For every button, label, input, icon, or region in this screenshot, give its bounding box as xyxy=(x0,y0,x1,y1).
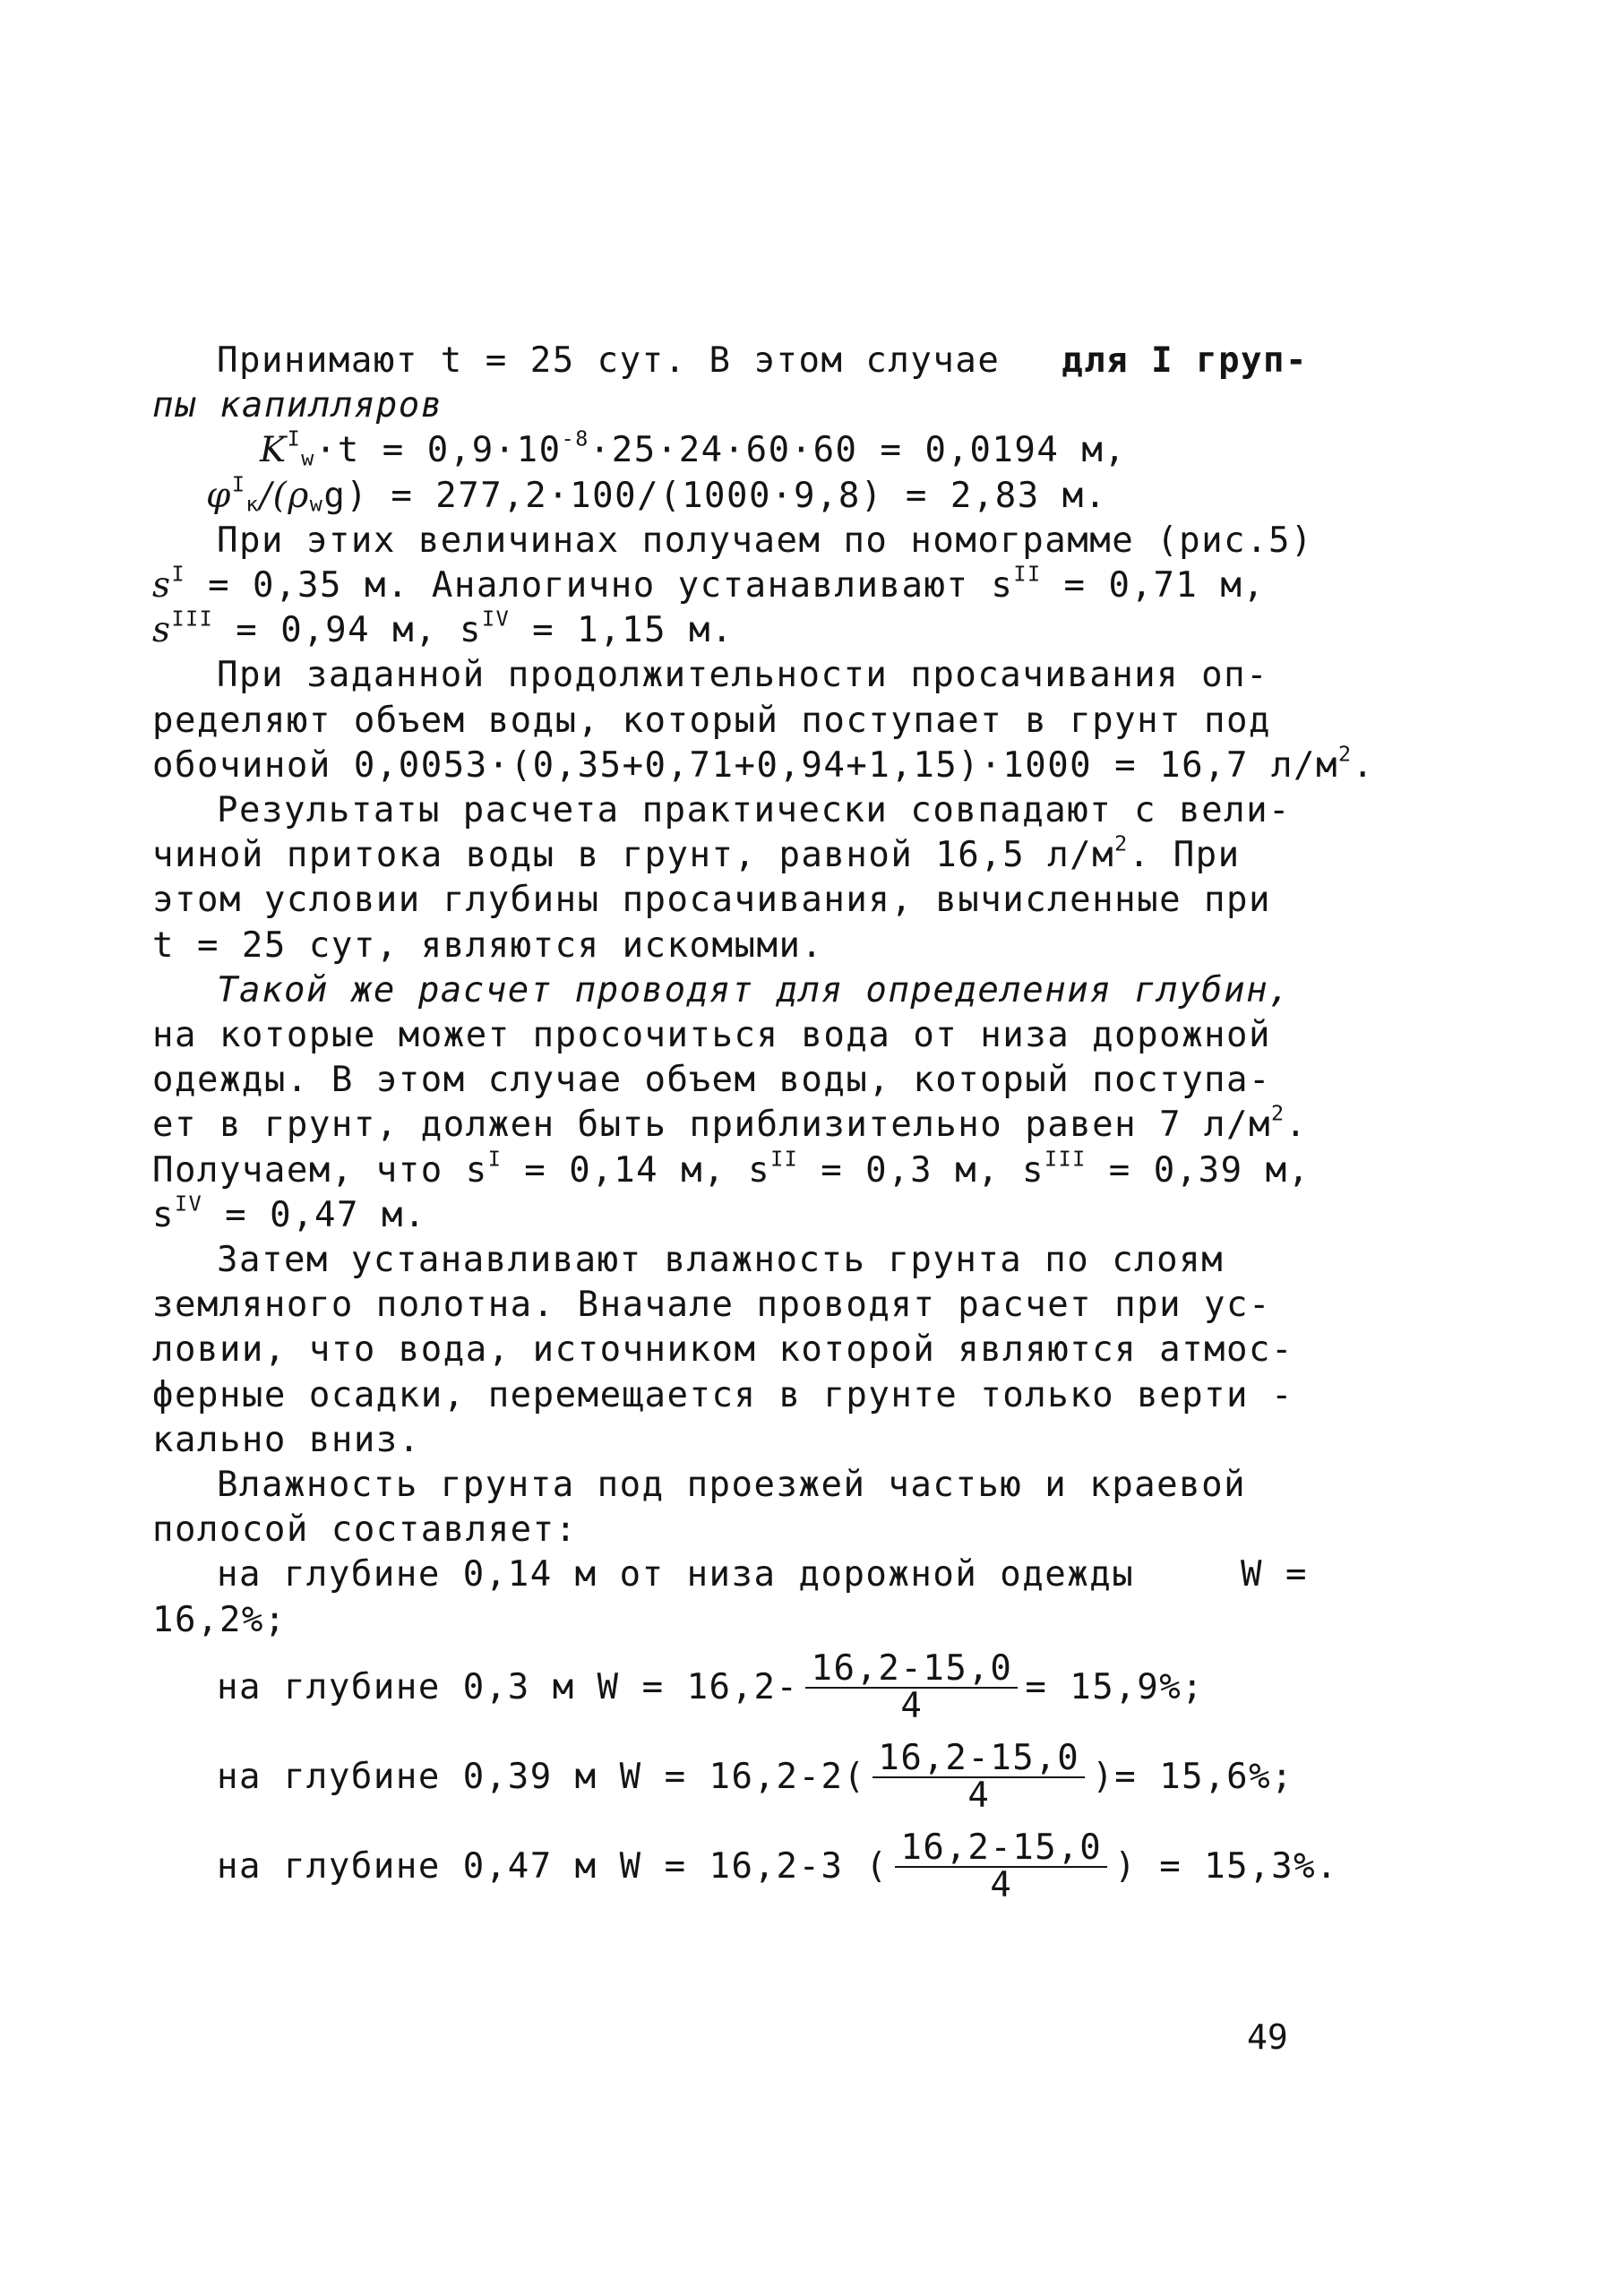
text-span: чиной притока воды в грунт, равной 16,5 л/м xyxy=(152,835,1115,876)
text-line xyxy=(152,563,1308,608)
formula-text: )= 15,6%; xyxy=(1092,1756,1294,1797)
text-line: ферные осадки, перемещается в грунте только верти - xyxy=(152,1374,1294,1415)
text-span: s xyxy=(152,1194,175,1235)
text-line xyxy=(152,1100,1308,1148)
fraction-numerator: 16,2-15,0 xyxy=(872,1741,1085,1778)
text-line: Влажность грунта под проезжей частью и краевой xyxy=(217,1465,1247,1506)
fraction xyxy=(872,1737,1085,1816)
fraction-numerator: 16,2-15,0 xyxy=(895,1830,1107,1868)
text-span: = 0,3 м, s xyxy=(798,1149,1045,1191)
formula-subscript: w xyxy=(309,491,324,517)
formula-symbol: K xyxy=(260,430,288,471)
text-line: Такой же расчет проводят для определения глубин, xyxy=(217,969,1292,1010)
formula-symbol: φ xyxy=(206,475,232,516)
fraction xyxy=(895,1827,1107,1905)
text-line: на которые может просочиться вода от низа дорожной xyxy=(152,1015,1271,1056)
text-span: = 0,14 м, s xyxy=(502,1149,771,1191)
text-line: При заданной продолжительности просачивания оп- xyxy=(217,655,1269,696)
formula-line xyxy=(152,428,1308,473)
text-span: Принимают t = 25 сут. В этом случае xyxy=(217,340,1001,381)
text-span: на глубине 0,14 м от низа дорожной одежды xyxy=(217,1554,1135,1595)
text-line xyxy=(152,1552,1308,1597)
text-span: = 0,39 м, xyxy=(1086,1149,1311,1191)
text-line xyxy=(152,383,1308,428)
formula-superscript: I xyxy=(171,561,186,587)
formula-superscript: IV xyxy=(174,1191,203,1217)
text-span: Получаем, что s xyxy=(152,1149,488,1191)
text-line xyxy=(152,339,1308,383)
fraction-numerator: 16,2-15,0 xyxy=(805,1651,1018,1689)
text-span: ет в грунт, должен быть приблизительно равен 7 л/м xyxy=(152,1105,1271,1146)
text-line xyxy=(152,1193,1308,1238)
formula-text: на глубине 0,47 м W = 16,2-3 ( xyxy=(217,1845,889,1887)
text-span-bold: для I груп- xyxy=(1062,340,1308,381)
text-span-italic: пы капилляров xyxy=(152,385,443,426)
formula-text: g) = 277,2·100/(1000·9,8) = 2,83 м. xyxy=(323,475,1107,516)
text-span: = 0,35 м. Аналогично устанавливают s xyxy=(185,565,1014,606)
formula-superscript: III xyxy=(1044,1146,1087,1172)
formula-row xyxy=(152,1822,1339,1912)
text-line: Затем устанавливают влажность грунта по слоям xyxy=(217,1240,1225,1281)
formula-superscript: I xyxy=(231,471,246,497)
formula-row xyxy=(152,1643,1308,1733)
text-line xyxy=(152,1146,1311,1193)
formula-symbol: s xyxy=(152,610,172,651)
text-line: одежды. В этом случае объем воды, который поступа- xyxy=(152,1060,1271,1101)
superscript: 2 xyxy=(1337,741,1353,767)
formula-line xyxy=(152,471,1308,519)
formula-exponent: -8 xyxy=(561,426,589,451)
superscript: 2 xyxy=(1114,830,1129,856)
formula-text: ) = 15,3%. xyxy=(1114,1845,1339,1887)
formula-superscript: III xyxy=(171,606,214,632)
text-span: . xyxy=(1285,1105,1308,1146)
formula-text: = 15,9%; xyxy=(1025,1666,1205,1707)
text-line: ловии, что вода, источником которой являются атмос- xyxy=(152,1329,1294,1371)
formula-superscript: I xyxy=(487,1146,503,1172)
fraction-denominator: 4 xyxy=(967,1775,991,1816)
formula-text: ·25·24·60·60 = 0,0194 м, xyxy=(589,430,1127,471)
superscript: 2 xyxy=(1271,1100,1285,1126)
formula-row xyxy=(152,1733,1308,1822)
fraction-denominator: 4 xyxy=(990,1864,1013,1905)
text-span: = 0,47 м. xyxy=(202,1194,426,1235)
formula-superscript: IV xyxy=(482,606,511,632)
formula-text: ·t = 0,9·10 xyxy=(314,430,562,471)
text-line xyxy=(152,608,1308,653)
formula-symbol: /(ρ xyxy=(260,475,310,516)
text-line: 16,2%; xyxy=(152,1599,287,1640)
text-line: t = 25 сут, являются искомыми. xyxy=(152,924,824,966)
formula-subscript: w xyxy=(301,446,315,472)
text-span: = 0,71 м, xyxy=(1041,565,1266,606)
formula-text: на глубине 0,39 м W = 16,2-2( xyxy=(217,1756,866,1797)
text-span: . xyxy=(1352,744,1375,786)
formula-superscript: II xyxy=(770,1146,799,1172)
text-line: полосой составляет: xyxy=(152,1509,578,1551)
text-line: земляного полотна. Вначале проводят расчет при ус- xyxy=(152,1285,1271,1326)
formula-superscript: II xyxy=(1013,561,1042,587)
text-line xyxy=(152,741,1375,788)
formula-subscript: к xyxy=(245,491,260,517)
text-line: ределяют объем воды, который поступает в грунт под xyxy=(152,700,1271,741)
text-span: W = xyxy=(1241,1554,1308,1595)
text-line: этом условии глубины просачивания, вычисленные при xyxy=(152,880,1271,921)
text-span: обочиной 0,0053·(0,35+0,71+0,94+1,15)·1000 = 16,7 л/м xyxy=(152,744,1338,786)
formula-superscript: I xyxy=(287,426,302,451)
formula-symbol: s xyxy=(152,565,172,606)
text-line: При этих величинах получаем по номограмме (рис.5) xyxy=(217,520,1314,561)
body-text xyxy=(152,339,1375,1912)
text-line xyxy=(152,830,1308,878)
text-span: . При xyxy=(1128,835,1241,876)
fraction xyxy=(805,1647,1018,1726)
formula-text: на глубине 0,3 м W = 16,2- xyxy=(217,1666,799,1707)
text-line: кально вниз. xyxy=(152,1419,421,1460)
fraction-denominator: 4 xyxy=(900,1685,924,1726)
text-line: Результаты расчета практически совпадают с вели- xyxy=(217,790,1292,831)
text-span: = 1,15 м. xyxy=(510,610,735,651)
text-span: = 0,94 м, s xyxy=(213,610,483,651)
page-number: 49 xyxy=(1247,2017,1288,2057)
